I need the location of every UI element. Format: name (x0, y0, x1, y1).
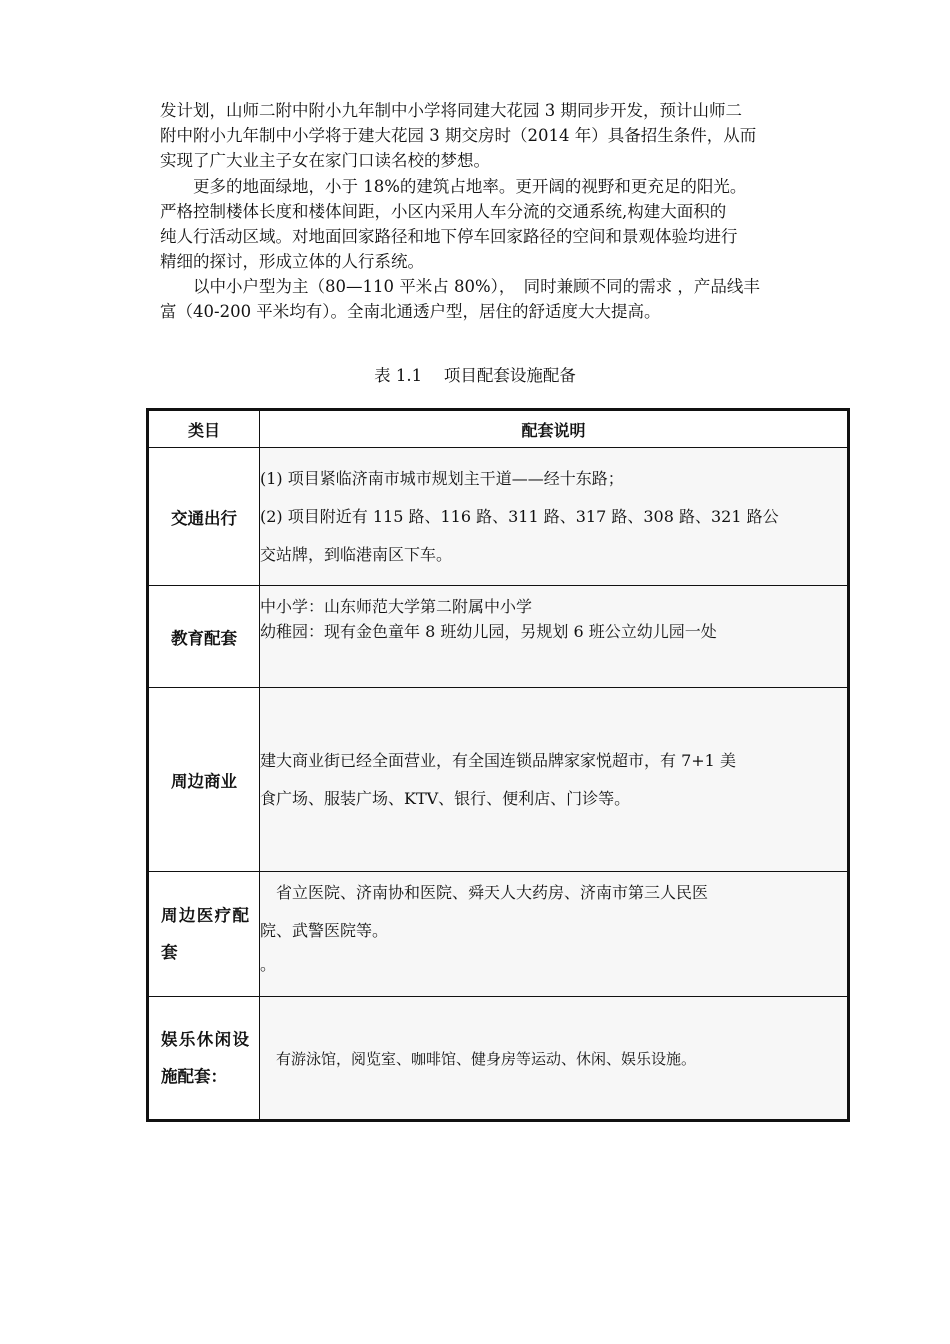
description-cell (260, 688, 849, 872)
category-cell: 教育配套 (148, 586, 260, 688)
text-line: 附中附小九年制中小学将于建大花园 3 期交房时（2014 年）具备招生条件，从而 (160, 126, 757, 145)
description-line: 幼稚园：现有金色童年 8 班幼儿园，另规划 6 班公立幼儿园一处 (260, 622, 717, 641)
description-line: 交站牌，到临港南区下车。 (260, 544, 453, 564)
description-cell (260, 448, 849, 586)
text-line: 以中小户型为主（80—110 平米占 80%）， 同时兼顾不同的需求 ，产品线丰 (160, 277, 760, 296)
header-description: 配套说明 (260, 410, 849, 448)
description-cell (260, 997, 849, 1121)
paragraph-greenery (160, 174, 840, 274)
description-line: 有游泳馆，阅览室、咖啡馆、健身房等运动、休闲、娱乐设施。 (276, 1049, 697, 1068)
description-line: 食广场、服装广场、KTV、银行、便利店、门诊等。 (260, 788, 631, 808)
description-line: (1) 项目紧临济南市城市规划主干道——经十东路； (260, 468, 624, 488)
category-cell: 周边医疗配套 (148, 872, 260, 997)
description-line: 。 (260, 955, 277, 974)
table-caption: 表 1.1 项目配套设施配备 (374, 366, 576, 385)
text-line: 更多的地面绿地，小于 18%的建筑占地率。更开阔的视野和更充足的阳光。 (160, 177, 747, 196)
description-cell (260, 872, 849, 997)
description-line: 省立医院、济南协和医院、舜天人大药房、济南市第三人民医 (260, 883, 709, 902)
description-line: (2) 项目附近有 115 路、116 路、311 路、317 路、308 路、321 路公 (260, 506, 779, 526)
text-line: 富（40-200 平米均有）。全南北通透户型，居住的舒适度大大提高。 (160, 302, 661, 321)
text-line: 纯人行活动区域。对地面回家路径和地下停车回家路径的空间和景观体验均进行 (160, 227, 738, 246)
table-row (148, 448, 849, 586)
description-line: 建大商业街已经全面营业，有全国连锁品牌家家悦超市，有 7+1 美 (260, 750, 736, 770)
text-line: 严格控制楼体长度和楼体间距，小区内采用人车分流的交通系统,构建大面积的 (160, 202, 727, 221)
category-cell: 周边商业 (148, 688, 260, 872)
table-header-row (148, 410, 849, 448)
description-line: 中小学：山东师范大学第二附属中小学 (260, 597, 533, 616)
table-row (148, 688, 849, 872)
table-row (148, 586, 849, 688)
paragraph-school-plan (160, 98, 840, 173)
table-row (148, 872, 849, 997)
table-row (148, 997, 849, 1121)
category-cell: 娱乐休闲设施配套： (148, 997, 260, 1121)
text-line: 实现了广大业主子女在家门口读名校的梦想。 (160, 151, 490, 170)
text-line: 发计划，山师二附中附小九年制中小学将同建大花园 3 期同步开发，预计山师二 (160, 101, 742, 120)
description-line: 院、武警医院等。 (260, 921, 389, 940)
paragraph-unit-types (160, 274, 840, 324)
category-cell: 交通出行 (148, 448, 260, 586)
text-line: 精细的探讨，形成立体的人行系统。 (160, 252, 424, 271)
header-category: 类目 (148, 410, 260, 448)
facilities-table (146, 408, 850, 1122)
description-cell (260, 586, 849, 688)
